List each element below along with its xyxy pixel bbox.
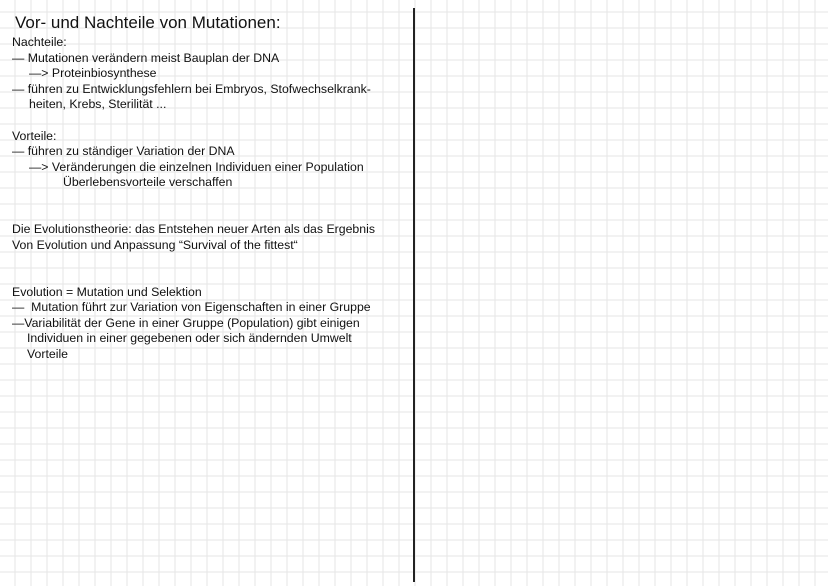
note-content	[12, 12, 412, 362]
note-line: Die Evolutionstheorie: das Entstehen neuer Arten als das Ergebnis	[12, 222, 375, 237]
nachteile-heading: Nachteile:	[12, 35, 67, 49]
note-line: Von Evolution und Anpassung “Survival of the fittest“	[12, 237, 298, 252]
note-line: —Variabilität der Gene in einer Gruppe (Population) gibt einigen	[12, 315, 360, 330]
note-line: —> Veränderungen die einzelnen Individuen einer Population	[29, 159, 364, 174]
note-line: — führen zu ständiger Variation der DNA	[12, 144, 235, 159]
note-line: — Mutation führt zur Variation von Eigenschaften in einer Gruppe	[12, 300, 371, 315]
column-divider	[413, 8, 415, 582]
note-line: Individuen in einer gegebenen oder sich ändernden Umwelt	[27, 331, 352, 346]
evolution-heading: Evolution = Mutation und Selektion	[12, 284, 202, 299]
note-line: heiten, Krebs, Sterilität ...	[29, 97, 167, 112]
vorteile-heading: Vorteile:	[12, 128, 57, 143]
note-line: — führen zu Entwicklungsfehlern bei Embryos, Stofwechselkrank-	[12, 81, 371, 96]
note-line: Vorteile	[27, 346, 69, 361]
note-line: —> Proteinbiosynthese	[29, 66, 157, 81]
page-title: Vor- und Nachteile von Mutationen:	[15, 13, 281, 32]
note-line: Überlebensvorteile verschaffen	[63, 175, 233, 190]
note-line: — Mutationen verändern meist Bauplan der DNA	[12, 50, 280, 65]
